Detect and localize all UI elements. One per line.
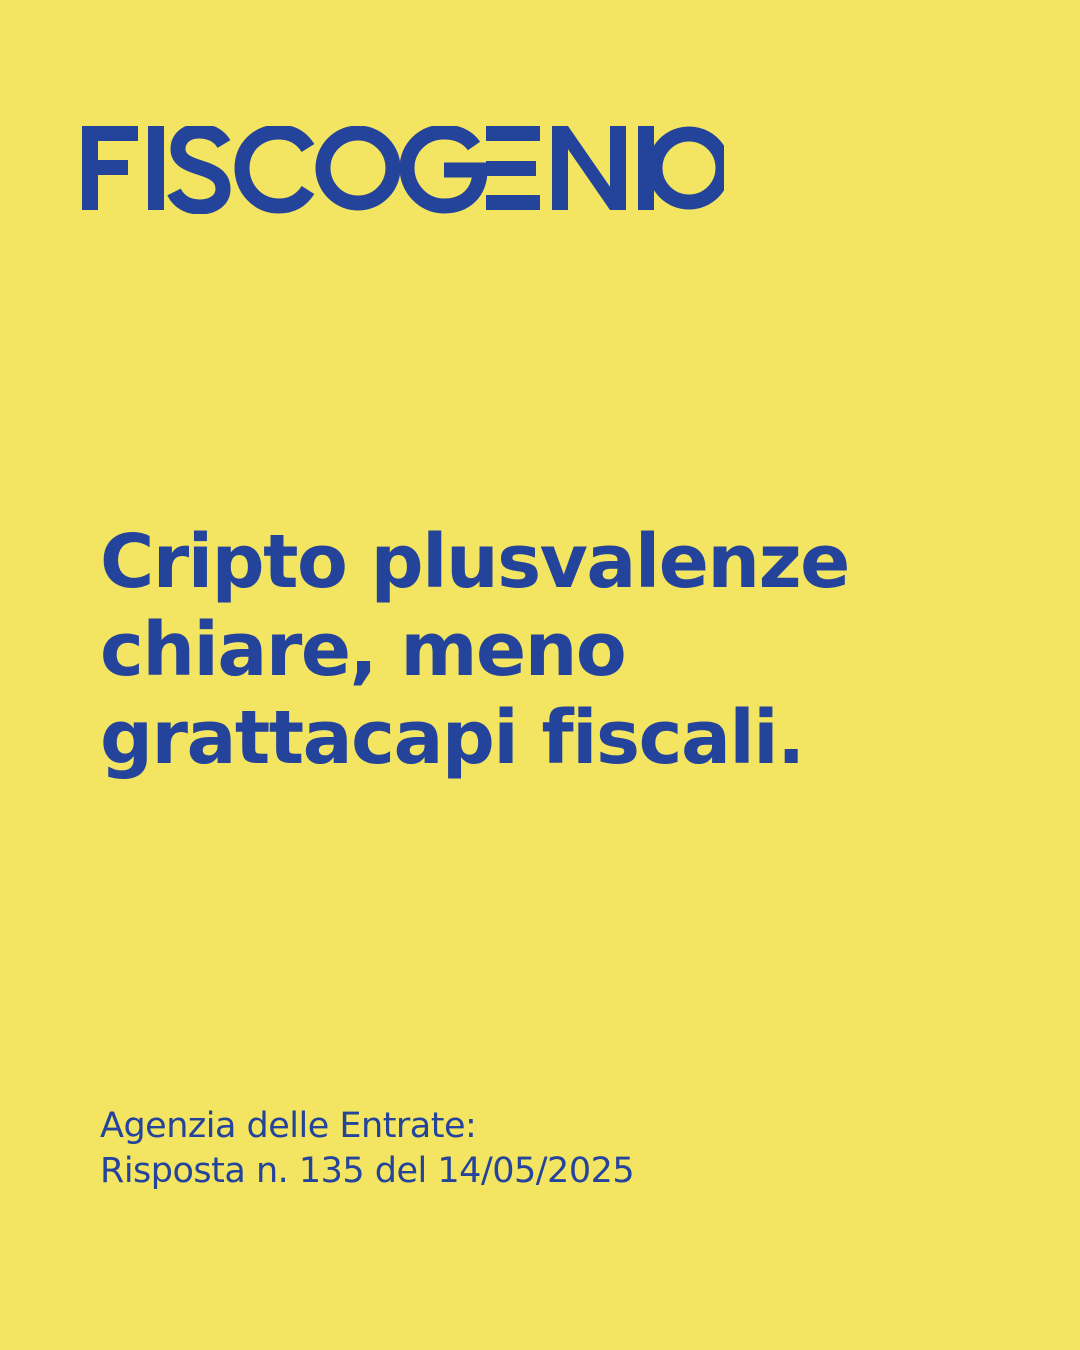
- fiscogenio-logo: [82, 126, 724, 214]
- logo-wordmark-graphic: [82, 126, 724, 214]
- headline-line-2: chiare, meno: [100, 607, 626, 693]
- headline-line-3: grattacapi fiscali.: [100, 695, 804, 781]
- source-document: Risposta n. 135 del 14/05/2025: [100, 1151, 635, 1191]
- source-reference: [100, 1104, 1000, 1194]
- headline-line-1: Cripto plusvalenze: [100, 519, 849, 605]
- source-agency: Agenzia delle Entrate:: [100, 1106, 477, 1146]
- headline: [100, 518, 1000, 782]
